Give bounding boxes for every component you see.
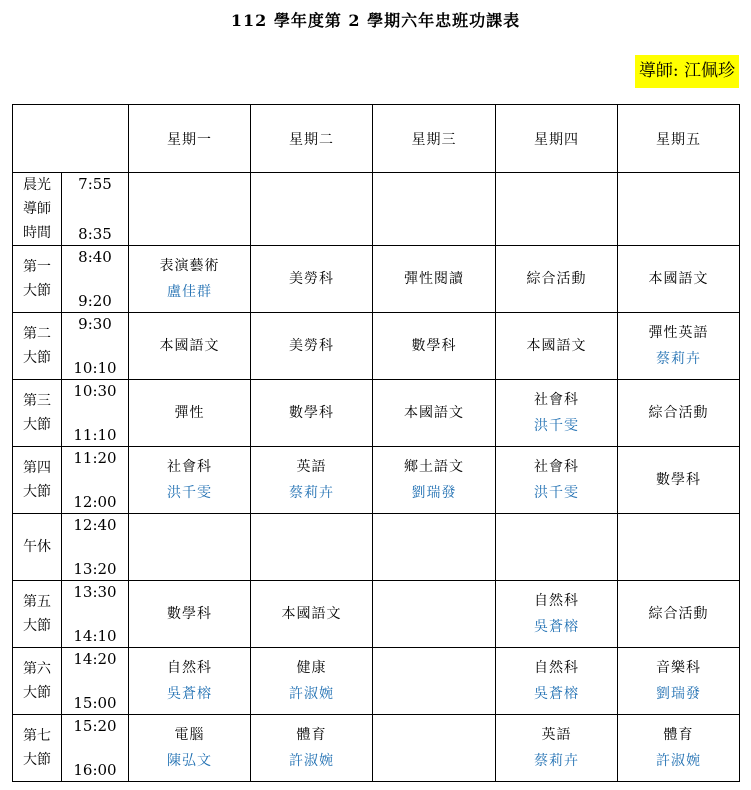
end-time: 14:10 [73, 627, 117, 645]
class-cell [129, 581, 251, 648]
subject-name: 本國語文 [526, 338, 587, 354]
period-name-cell [13, 514, 62, 581]
subject-name: 社會科 [534, 459, 579, 475]
class-cell [373, 648, 496, 715]
period-name-cell [13, 447, 62, 514]
time-cell [62, 514, 129, 581]
day-header-fri: 星期五 [618, 105, 740, 173]
subject-name: 鄉土語文 [404, 459, 464, 475]
start-time: 15:20 [73, 717, 117, 735]
class-cell [496, 173, 618, 246]
subject-name: 音樂科 [656, 660, 701, 676]
class-cell [129, 313, 251, 380]
class-cell [496, 246, 618, 313]
subject-name: 數學科 [167, 606, 212, 622]
period-name-line: 大節 [23, 283, 51, 299]
teacher-name: 洪千雯 [167, 485, 212, 501]
class-cell [618, 246, 740, 313]
class-cell [618, 173, 740, 246]
start-time: 9:30 [78, 315, 112, 333]
class-cell [129, 447, 251, 514]
time-cell [62, 173, 129, 246]
class-cell [618, 313, 740, 380]
class-cell [251, 380, 373, 447]
period-name-line: 第四 [23, 460, 51, 476]
period-row [13, 313, 740, 380]
end-time: 10:10 [73, 359, 117, 377]
time-cell [62, 715, 129, 782]
subject-name: 社會科 [534, 392, 579, 408]
class-cell [129, 514, 251, 581]
corner-cell [13, 105, 129, 173]
class-cell [496, 514, 618, 581]
teacher-name: 洪千雯 [534, 485, 579, 501]
end-time: 9:20 [78, 292, 112, 310]
class-cell [618, 715, 740, 782]
teacher-name: 吳蒼榕 [167, 686, 212, 702]
class-cell [129, 715, 251, 782]
day-header-mon: 星期一 [129, 105, 251, 173]
day-header-wed: 星期三 [373, 105, 496, 173]
teacher-name: 盧佳群 [167, 284, 212, 300]
end-time: 16:00 [73, 761, 117, 779]
class-cell [618, 447, 740, 514]
class-cell [373, 514, 496, 581]
subject-name: 本國語文 [281, 606, 342, 622]
class-cell [373, 447, 496, 514]
class-cell [251, 581, 373, 648]
end-time: 12:00 [73, 493, 117, 511]
time-cell [62, 380, 129, 447]
period-name-line: 第三 [23, 393, 51, 409]
period-row [13, 648, 740, 715]
class-cell [251, 715, 373, 782]
end-time: 15:00 [73, 694, 117, 712]
subject-name: 彈性英語 [648, 325, 709, 341]
period-row [13, 581, 740, 648]
start-time: 14:20 [73, 650, 117, 668]
class-cell [618, 514, 740, 581]
start-time: 7:55 [78, 175, 112, 193]
period-name-line: 大節 [23, 618, 51, 634]
class-cell [251, 173, 373, 246]
time-cell [62, 447, 129, 514]
subject-name: 數學科 [289, 405, 334, 421]
period-name-cell [13, 581, 62, 648]
subject-name: 表演藝術 [159, 258, 220, 274]
timetable-title: 112 學年度第 2 學期六年忠班功課表 [230, 11, 521, 30]
class-cell [373, 715, 496, 782]
period-row [13, 380, 740, 447]
start-time: 12:40 [73, 516, 117, 534]
mentor-label: 導師: 江佩珍 [635, 55, 739, 88]
teacher-name: 劉瑞發 [411, 485, 457, 501]
period-name-line: 午休 [23, 539, 51, 555]
subject-name: 美勞科 [289, 338, 334, 354]
class-cell [129, 380, 251, 447]
period-name-line: 大節 [23, 752, 51, 768]
class-cell [496, 313, 618, 380]
class-cell [618, 380, 740, 447]
subject-name: 本國語文 [404, 405, 464, 421]
day-header-tue: 星期二 [251, 105, 373, 173]
subject-name: 綜合活動 [648, 405, 709, 421]
end-time: 13:20 [73, 560, 117, 578]
subject-name: 彈性閱讀 [404, 271, 464, 287]
period-name-line: 大節 [23, 685, 51, 701]
subject-name: 數學科 [656, 472, 701, 488]
subject-name: 體育 [296, 727, 327, 743]
period-name-line: 第一 [23, 259, 51, 275]
class-cell [251, 246, 373, 313]
period-name-line: 晨光 [23, 177, 51, 193]
class-cell [496, 380, 618, 447]
period-name-cell [13, 715, 62, 782]
period-name-cell [13, 380, 62, 447]
class-cell [618, 581, 740, 648]
time-cell [62, 581, 129, 648]
teacher-name: 吳蒼榕 [534, 619, 579, 635]
subject-name: 英語 [296, 459, 327, 475]
period-row [13, 447, 740, 514]
subject-name: 自然科 [167, 660, 212, 676]
end-time: 11:10 [73, 426, 117, 444]
period-name-line: 大節 [23, 484, 51, 500]
subject-name: 體育 [663, 727, 694, 743]
subject-name: 本國語文 [648, 271, 709, 287]
start-time: 13:30 [73, 583, 117, 601]
subject-name: 英語 [541, 727, 572, 743]
teacher-name: 許淑婉 [289, 753, 334, 769]
subject-name: 綜合活動 [526, 271, 587, 287]
teacher-name: 蔡莉卉 [656, 351, 701, 367]
teacher-name: 劉瑞發 [656, 686, 701, 702]
subject-name: 自然科 [534, 660, 579, 676]
start-time: 8:40 [78, 248, 112, 266]
subject-name: 數學科 [411, 338, 457, 354]
subject-name: 自然科 [534, 593, 579, 609]
period-name-cell [13, 648, 62, 715]
class-cell [373, 313, 496, 380]
class-cell [496, 581, 618, 648]
teacher-name: 吳蒼榕 [534, 686, 579, 702]
subject-name: 綜合活動 [648, 606, 709, 622]
period-name-line: 第二 [23, 326, 51, 342]
period-row [13, 173, 740, 246]
class-cell [129, 246, 251, 313]
class-cell [373, 581, 496, 648]
subject-name: 彈性 [174, 405, 205, 421]
day-header-thu: 星期四 [496, 105, 618, 173]
class-cell [251, 447, 373, 514]
period-name-cell [13, 173, 62, 246]
class-cell [251, 514, 373, 581]
subject-name: 電腦 [174, 727, 205, 743]
teacher-name: 許淑婉 [656, 753, 701, 769]
subject-name: 社會科 [167, 459, 212, 475]
teacher-name: 蔡莉卉 [534, 753, 579, 769]
period-name-line: 大節 [23, 350, 51, 366]
class-cell [129, 173, 251, 246]
period-name-line: 導師 [23, 201, 51, 217]
timetable [12, 104, 740, 782]
start-time: 10:30 [73, 382, 117, 400]
time-cell [62, 313, 129, 380]
end-time: 8:35 [78, 225, 112, 243]
period-name-cell [13, 313, 62, 380]
time-cell [62, 246, 129, 313]
period-row [13, 715, 740, 782]
class-cell [496, 715, 618, 782]
period-name-line: 大節 [23, 417, 51, 433]
period-row [13, 246, 740, 313]
period-name-cell [13, 246, 62, 313]
class-cell [496, 648, 618, 715]
teacher-name: 許淑婉 [289, 686, 334, 702]
period-name-line: 第五 [23, 594, 51, 610]
period-name-line: 時間 [23, 225, 51, 241]
class-cell [251, 648, 373, 715]
start-time: 11:20 [73, 449, 117, 467]
teacher-name: 洪千雯 [534, 418, 579, 434]
subject-name: 美勞科 [289, 271, 334, 287]
period-name-line: 第七 [23, 728, 51, 744]
period-row [13, 514, 740, 581]
class-cell [373, 380, 496, 447]
teacher-name: 陳弘文 [167, 753, 212, 769]
class-cell [373, 173, 496, 246]
class-cell [496, 447, 618, 514]
subject-name: 本國語文 [159, 338, 220, 354]
class-cell [618, 648, 740, 715]
class-cell [373, 246, 496, 313]
teacher-name: 蔡莉卉 [289, 485, 334, 501]
period-name-line: 第六 [23, 661, 51, 677]
time-cell [62, 648, 129, 715]
subject-name: 健康 [296, 660, 327, 676]
header-row [13, 105, 740, 173]
class-cell [251, 313, 373, 380]
class-cell [129, 648, 251, 715]
